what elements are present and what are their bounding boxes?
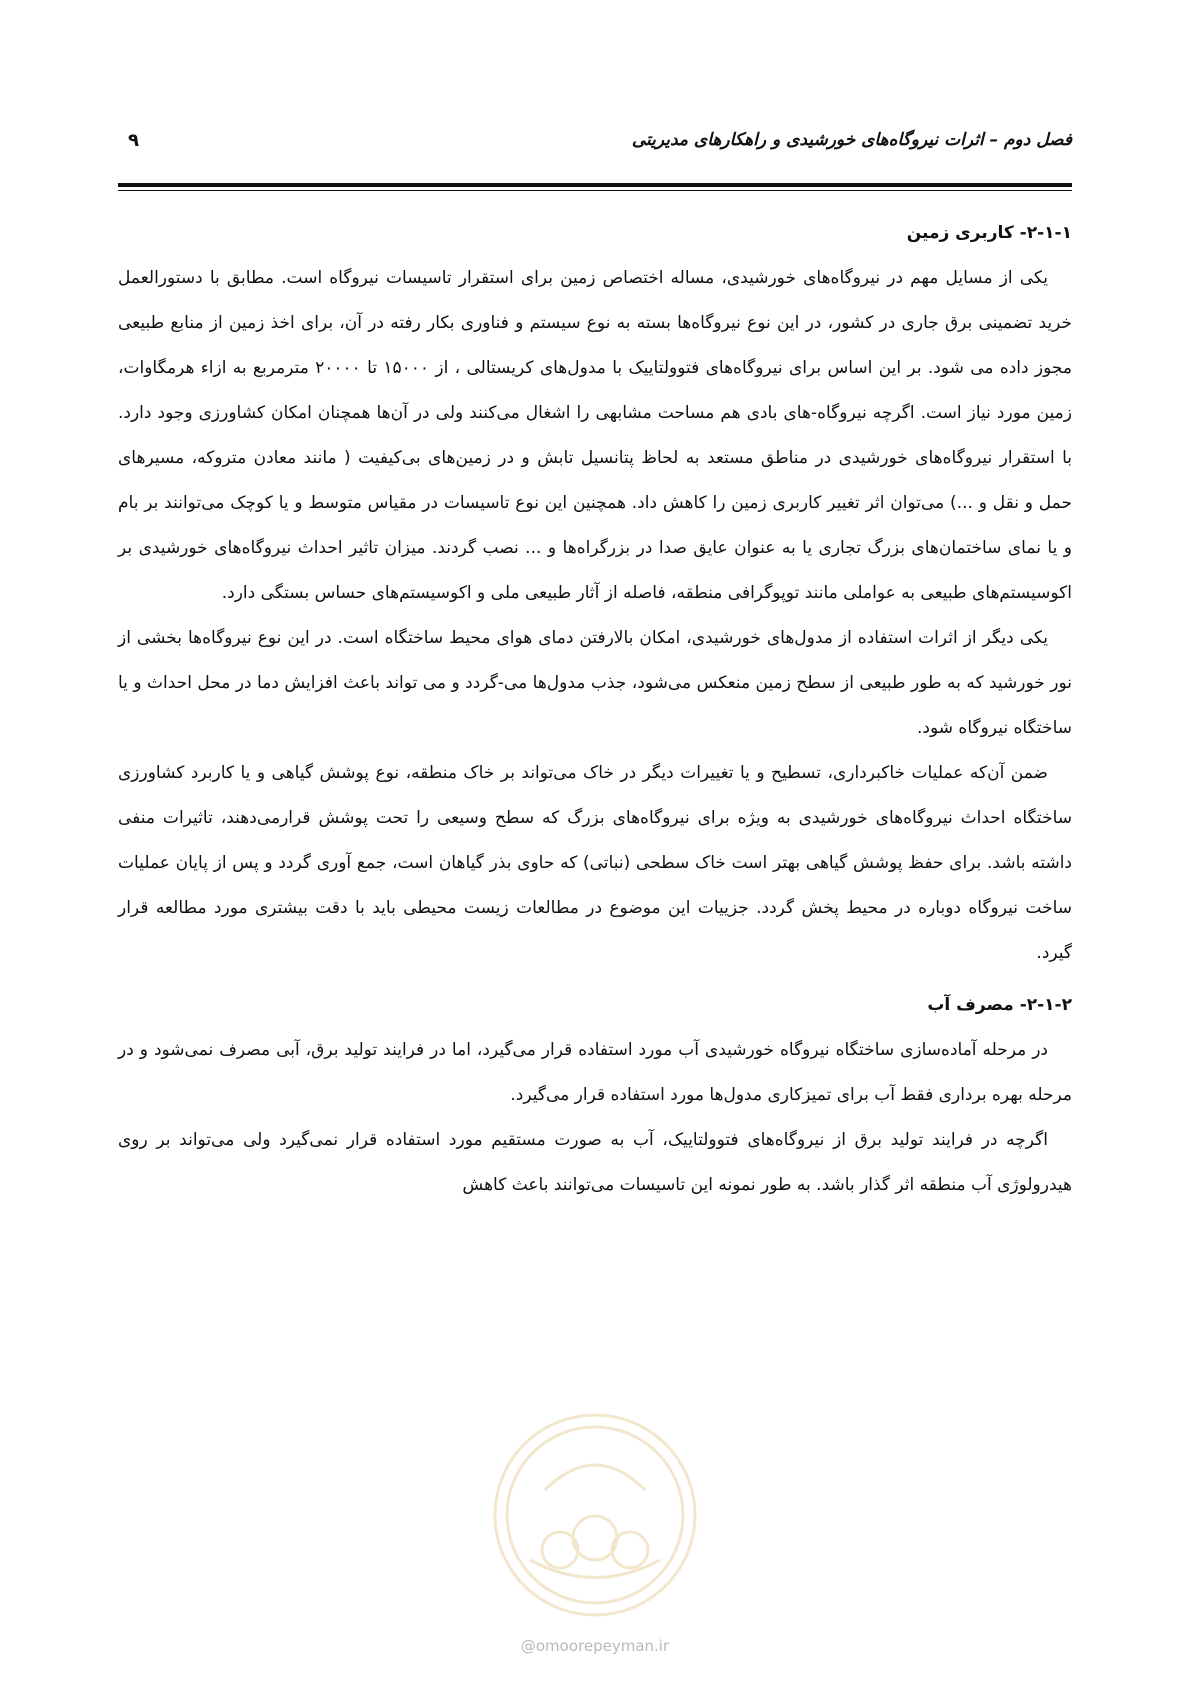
chapter-title: فصل دوم – اثرات نیروگاه‌های خورشیدی و راهکارهای مدیریتی bbox=[631, 130, 1072, 150]
page-header bbox=[118, 130, 1072, 160]
paragraph: اگرچه در فرایند تولید برق از نیروگاه‌های فتوولتاییک، آب به صورت مستقیم مورد استفاده قرار نمی‌گیرد ولی می‌تواند بر روی هیدرولوژی آب منطقه اثر گذار باشد. به طور نمونه این تاسیسات می‌توانند باعث کاهش bbox=[118, 1130, 1072, 1195]
header-rule-thin bbox=[118, 190, 1072, 191]
paragraph: در مرحله آماده‌سازی ساختگاه نیروگاه خورشیدی آب مورد استفاده قرار می‌گیرد، اما در فرایند تولید برق، آبی مصرف نمی‌شود و در مرحله بهره برداری فقط آب برای تمیزکاری مدول‌ها مورد استفاده قرار می‌گیرد. bbox=[118, 1040, 1072, 1105]
paragraph: یکی دیگر از اثرات استفاده از مدول‌های خورشیدی، امکان بالارفتن دمای هوای محیط ساختگاه است. در این نوع نیروگاه‌ها بخشی از نور خورشید که به طور طبیعی از سطح زمین منعکس می‌شود، جذب مدول‌ها می-گردد و می تواند باعث افزایش دما در محل احداث و یا ساختگاه نیروگاه شود. bbox=[118, 628, 1072, 738]
paragraph: یکی از مسایل مهم در نیروگاه‌های خورشیدی، مساله اختصاص زمین برای استقرار تاسیسات نیروگاه است. مطابق با دستورالعمل خرید تضمینی برق جاری در کشور، در این نوع نیروگاه‌ها بسته به نوع سیستم و فناوری بکار رفته در آن، برای اخذ زمین از منابع طبیعی مجوز داده می شود. بر این اساس برای نیروگاه‌های فتوولتاییک با مدول‌های کریستالی ، از ۱۵۰۰۰ تا ۲۰۰۰۰ مترمربع به ازاء هرمگاوات، زمین مورد نیاز است. اگرچه نیروگاه-های بادی هم مساحت مشابهی را اشغال می‌کنند ولی در آن‌ها همچنان امکان کشاورزی وجود دارد. با استقرار نیروگاه‌های خورشیدی در مناطق مستعد به لحاظ پتانسیل تابش و در زمین‌های بی‌کیفیت ( مانند معادن متروکه، مسیرهای حمل و نقل و ...) می‌توان اثر تغییر کاربری زمین را کاهش داد. همچنین این نوع تاسیسات در مقیاس متوسط و یا کوچک می‌توانند بر بام و یا نمای ساختمان‌های بزرگ تجاری یا به عنوان عایق صدا در بزرگراه‌ها و ... نصب گردند. میزان تاثیر احداث نیروگاه‌های خورشیدی بر اکوسیستم‌های طبیعی به عواملی مانند توپوگرافی منطقه، فاصله از آثار طبیعی ملی و اکوسیستم‌های حساس بستگی دارد. bbox=[118, 268, 1072, 603]
section-heading-water-use: ۲-۱-۲- مصرف آب bbox=[927, 995, 1072, 1015]
header-rule-thick bbox=[118, 183, 1072, 187]
paragraph: ضمن آن‌که عملیات خاکبرداری، تسطیح و یا تغییرات دیگر در خاک می‌تواند بر خاک منطقه، نوع پوشش گیاهی و یا کاربرد کشاورزی ساختگاه احداث نیروگاه‌های خورشیدی به ویژه برای نیروگاه‌های بزرگ که سطح وسیعی را تحت پوشش قرارمی‌دهند، تاثیرات منفی داشته باشد. برای حفظ پوشش گیاهی بهتر است خاک سطحی (نباتی) که حاوی بذر گیاهان است، جمع آوری گردد و پس از پایان عملیات ساخت نیروگاه دوباره در محیط پخش گردد. جزییات این موضوع در مطالعات زیست محیطی باید با دقت بیشتری مورد مطالعه قرار گیرد. bbox=[118, 763, 1072, 963]
section-heading-land-use: ۲-۱-۱- کاربری زمین bbox=[906, 223, 1072, 243]
watermark-seal-icon bbox=[490, 1410, 700, 1620]
page-number: ۹ bbox=[128, 130, 139, 151]
watermark-site: @omoorepeyman.ir bbox=[520, 1637, 670, 1655]
document-body bbox=[118, 218, 1072, 1208]
